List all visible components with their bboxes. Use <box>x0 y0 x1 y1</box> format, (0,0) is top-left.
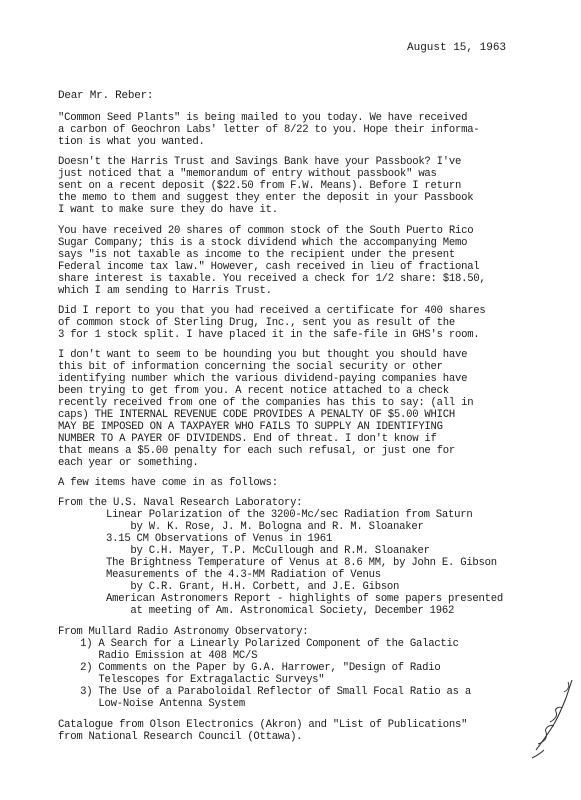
p5-line2: this bit of information concerning the social security or other <box>58 361 443 373</box>
p3-line4: Federal income tax law." However, cash received in lieu of fractional <box>58 261 480 273</box>
mullard-item: 3) The Use of a Paraboloidal Reflector of Small Focal Ratio as a <box>74 686 471 698</box>
p1-line3: tion is what you wanted. <box>58 136 205 148</box>
p5-line4: been trying to get from you. A recent notice attached to a check <box>58 385 449 397</box>
mullard-heading: From Mullard Radio Astronomy Observatory: <box>58 626 309 638</box>
p5-line1: I don't want to seem to be hounding you but thought you should have <box>58 349 468 361</box>
mullard-item: 2) Comments on the Paper by G.A. Harrower, "Design of Radio <box>74 662 441 674</box>
p6-line1: A few items have come in as follows: <box>58 477 278 489</box>
mullard-item: 1) A Search for a Linearly Polarized Component of the Galactic <box>74 638 459 650</box>
nrl-item: by C.R. Grant, H.H. Corbett, and J.E. Gibson <box>106 581 400 593</box>
p3-line5: share interest is taxable. You received a check for 1/2 share: $18.50, <box>58 273 486 285</box>
p2-line2: just noticed that a "memorandum of entry without passbook" was <box>58 168 437 180</box>
nrl-item: The Brightness Temperature of Venus at 8.6 MM, by John E. Gibson <box>106 557 497 569</box>
mullard-item: Telescopes for Extragalactic Surveys" <box>74 674 325 686</box>
mullard-item: Low-Noise Antenna System <box>74 698 246 710</box>
p5-line7: MAY BE IMPOSED ON A TAXPAYER WHO FAILS TO SUPPLY AN IDENTIFYING <box>58 421 443 433</box>
p5-line8: NUMBER TO A PAYER OF DIVIDENDS. End of threat. I don't know if <box>58 433 437 445</box>
nrl-item: 3.15 CM Observations of Venus in 1961 <box>106 533 332 545</box>
p5-line3: identifying number which the various dividend-paying companies have <box>58 373 468 385</box>
p5-line10: each year or something. <box>58 457 199 469</box>
nrl-item: by W. K. Rose, J. M. Bologna and R. M. Sloanaker <box>106 521 424 533</box>
nrl-item: by C.H. Mayer, T.P. McCullough and R.M. Sloanaker <box>106 545 430 557</box>
p1-line2: a carbon of Geochron Labs' letter of 8/22 to you. Hope their informa- <box>58 124 480 136</box>
p2-line3: sent on a recent deposit ($22.50 from F.W. Means). Before I return <box>58 180 462 192</box>
p5-line9: that means a $5.00 penalty for each such refusal, or just one for <box>58 445 455 457</box>
nrl-item: Linear Polarization of the 3200-Mc/sec Radiation from Saturn <box>106 509 473 521</box>
p4-line1: Did I report to you that you had received a certificate for 400 shares <box>58 305 486 317</box>
p3-line1: You have received 20 shares of common stock of the South Puerto Rico <box>58 225 474 237</box>
p2-line1: Doesn't the Harris Trust and Savings Bank have your Passbook? I've <box>58 156 462 168</box>
closing-line2: from National Research Council (Ottawa). <box>58 731 303 743</box>
p3-line3: says "is not taxable as income to the recipient under the present <box>58 249 455 261</box>
nrl-item: Measurements of the 4.3-MM Radiation of Venus <box>106 569 381 581</box>
p2-line5: I want to make sure they do have it. <box>58 204 278 216</box>
p5-line5: recently received from one of the companies has this to say: (all in <box>58 397 474 409</box>
closing-line1: Catalogue from Olson Electronics (Akron) and "List of Publications" <box>58 719 468 731</box>
p1-line1: "Common Seed Plants" is being mailed to you today. We have received <box>58 112 468 124</box>
p4-line2: of common stock of Sterling Drug, Inc., sent you as result of the <box>58 317 455 329</box>
p5-line6: caps) THE INTERNAL REVENUE CODE PROVIDES A PENALTY OF $5.00 WHICH <box>58 409 455 421</box>
p4-line3: 3 for 1 stock split. I have placed it in the safe-file in GHS's room. <box>58 329 480 341</box>
nrl-item: at meeting of Am. Astronomical Society, December 1962 <box>106 605 455 617</box>
letter-date: August 15, 1963 <box>407 42 507 54</box>
p2-line4: the memo to them and suggest they enter the deposit in your Passbook <box>58 192 474 204</box>
p3-line6: which I am sending to Harris Trust. <box>58 285 272 297</box>
nrl-heading: From the U.S. Naval Research Laboratory: <box>58 497 303 509</box>
nrl-item: American Astronomers Report - highlights of some papers presented <box>106 593 503 605</box>
salutation: Dear Mr. Reber: <box>58 90 154 102</box>
p3-line2: Sugar Company; this is a stock dividend which the accompanying Memo <box>58 237 468 249</box>
handwritten-signature <box>528 672 576 762</box>
mullard-item: Radio Emission at 408 MC/S <box>74 650 258 662</box>
